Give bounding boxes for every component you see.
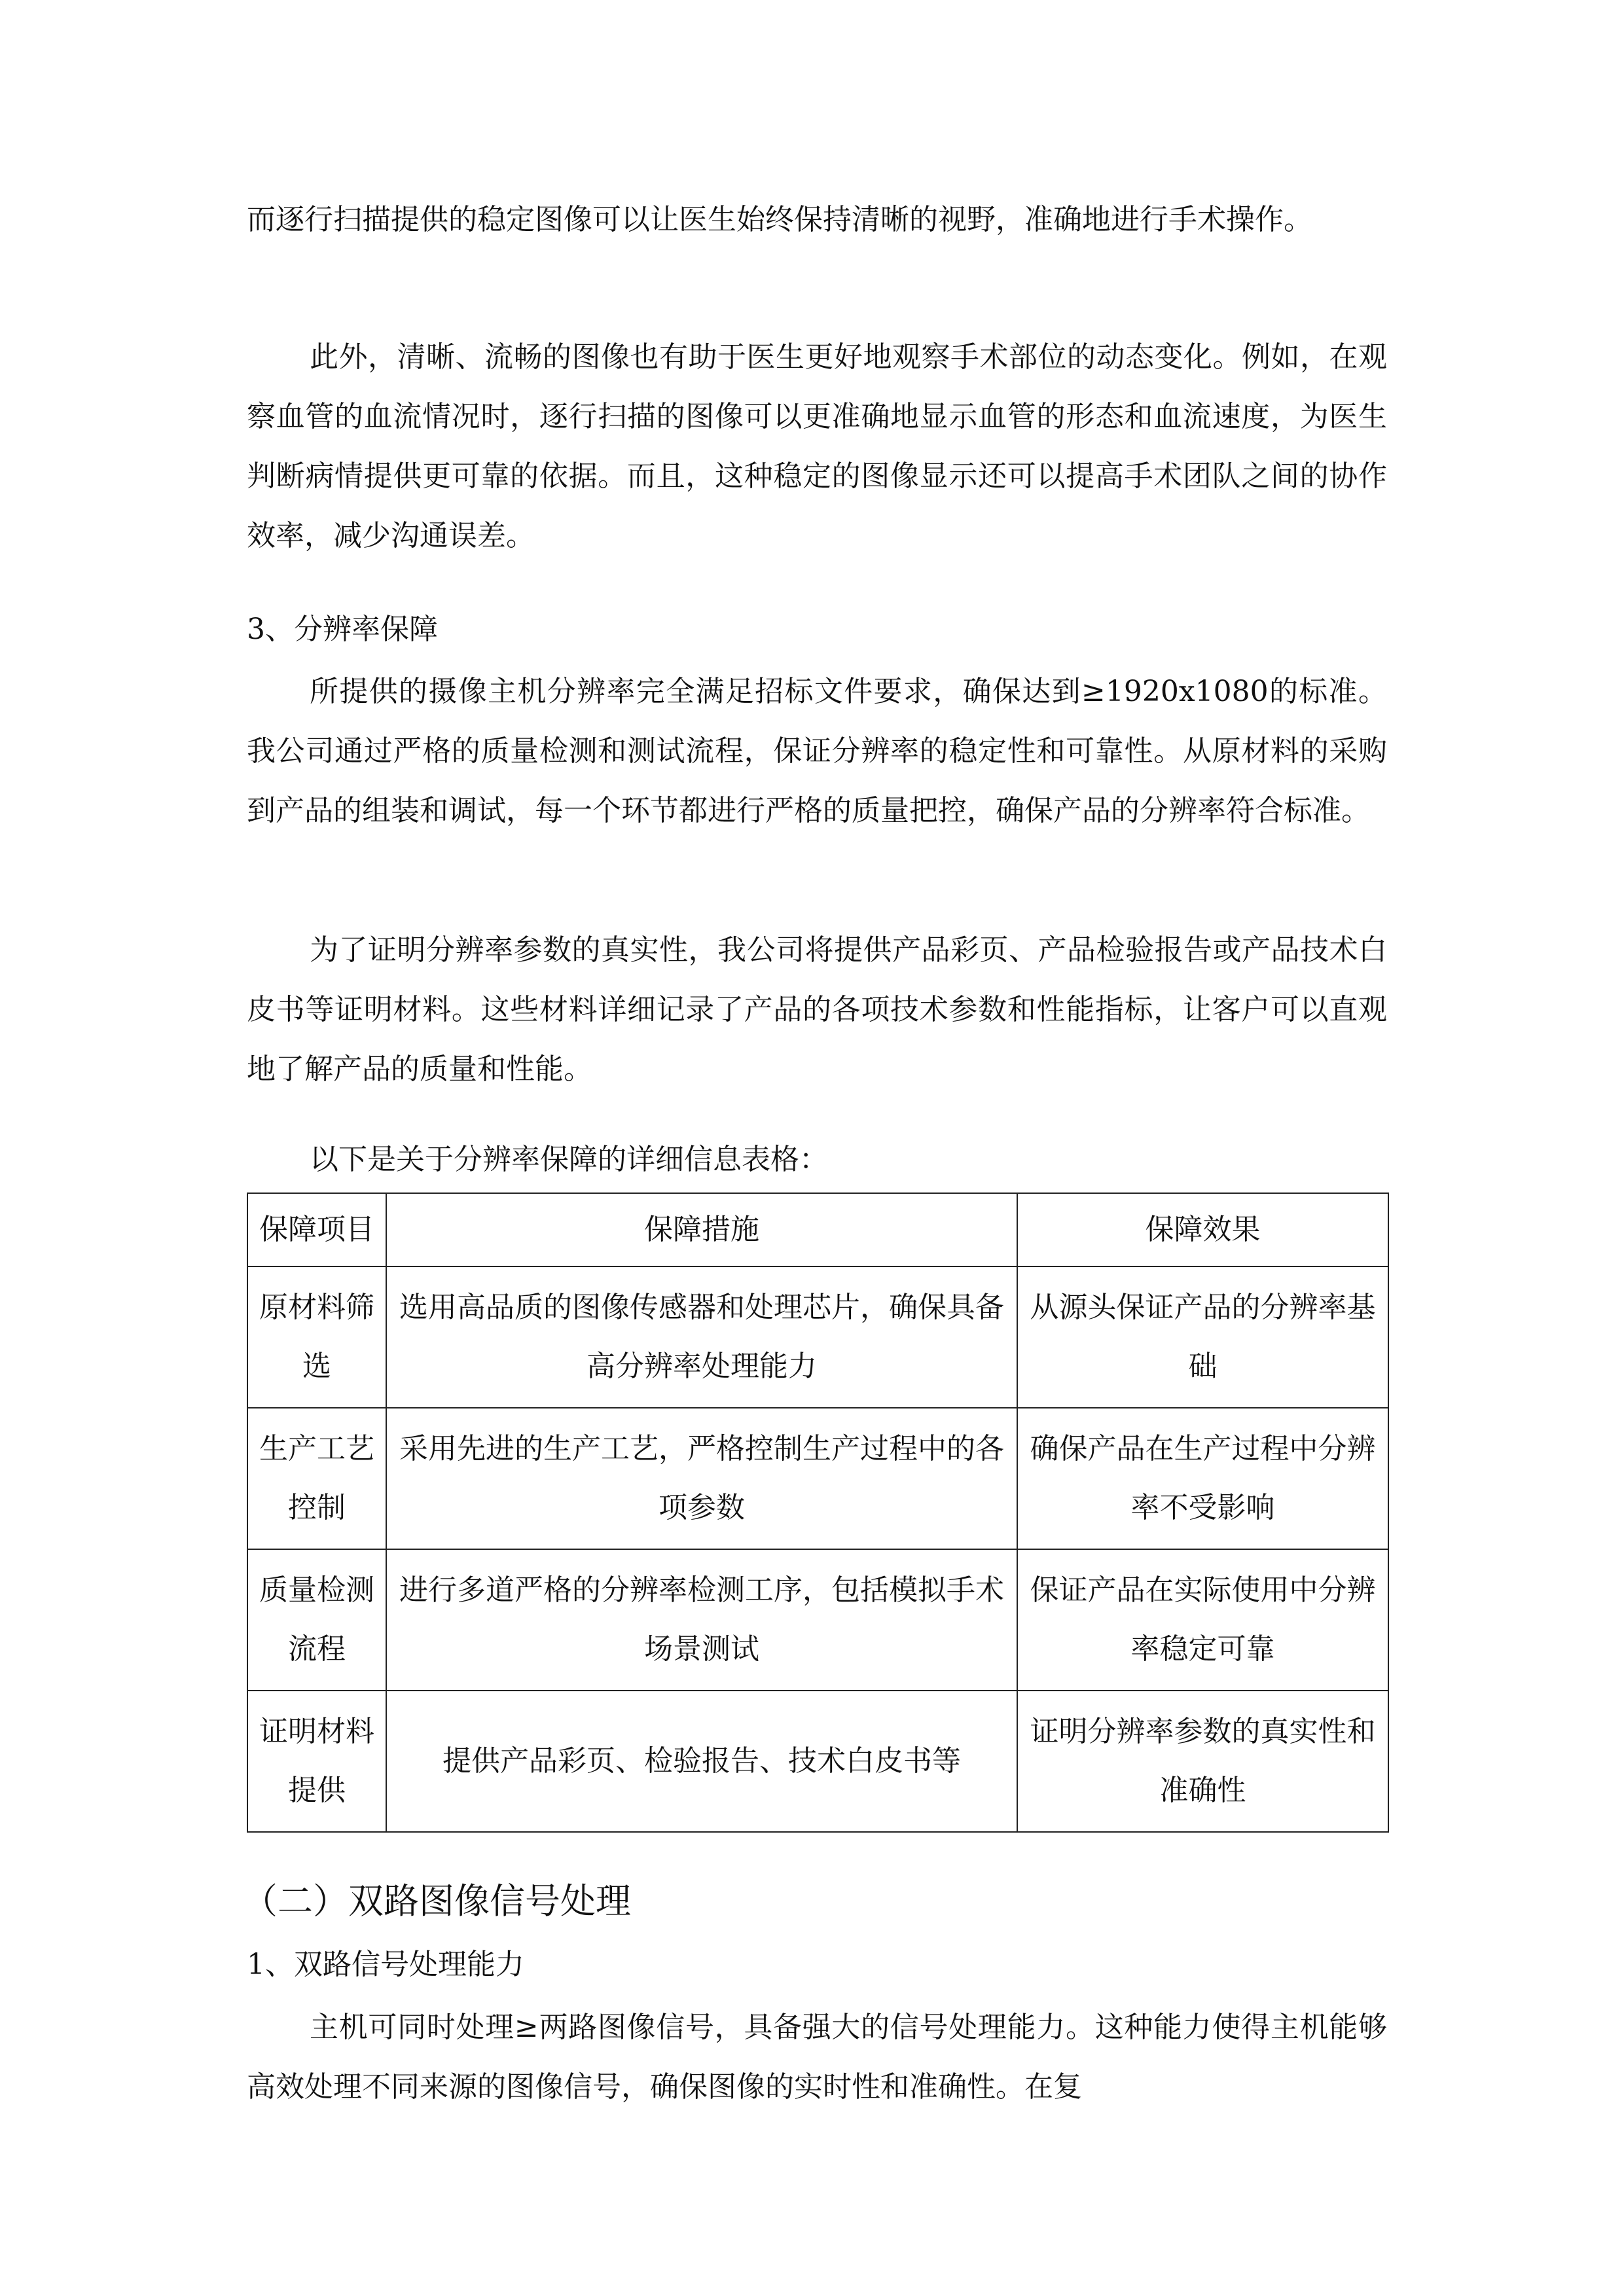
cell-effect: 确保产品在生产过程中分辨率不受影响: [1017, 1408, 1388, 1549]
heading-resolution-guarantee: 3、分辨率保障: [247, 613, 438, 646]
section-heading-dual-signal: （二）双路图像信号处理: [242, 1880, 631, 1922]
cell-item: 质量检测流程: [247, 1549, 386, 1691]
cell-measures: 进行多道严格的分辨率检测工序，包括模拟手术场景测试: [386, 1549, 1017, 1691]
cell-effect: 从源头保证产品的分辨率基础: [1017, 1266, 1388, 1408]
cell-item: 证明材料提供: [247, 1691, 386, 1832]
paragraph-table-intro: 以下是关于分辨率保障的详细信息表格：: [310, 1143, 828, 1176]
cell-effect: 证明分辨率参数的真实性和准确性: [1017, 1691, 1388, 1832]
table-header-row: [247, 1193, 1388, 1266]
paragraph-resolution-standard: 所提供的摄像主机分辨率完全满足招标文件要求，确保达到≥1920x1080的标准。我公司通过严格的质量检测和测试流程，保证分辨率的稳定性和可靠性。从原材料的采购到产品的组装和调试，每一个环节都进行严格的质量把控，确保产品的分辨率符合标准。: [247, 675, 1387, 827]
header-measures: 保障措施: [386, 1193, 1017, 1266]
paragraph-proof-materials: 为了证明分辨率参数的真实性，我公司将提供产品彩页、产品检验报告或产品技术白皮书等证明材料。这些材料详细记录了产品的各项技术参数和性能指标，让客户可以直观地了解产品的质量和性能。: [247, 933, 1387, 1086]
paragraph-progressive-scan: 而逐行扫描提供的稳定图像可以让医生始终保持清晰的视野，准确地进行手术操作。: [247, 203, 1312, 236]
table-row: [247, 1549, 1388, 1691]
paragraph-image-benefits: 此外，清晰、流畅的图像也有助于医生更好地观察手术部位的动态变化。例如，在观察血管的血流情况时，逐行扫描的图像可以更准确地显示血管的形态和血流速度，为医生判断病情提供更可靠的依据。而且，这种稳定的图像显示还可以提高手术团队之间的协作效率，减少沟通误差。: [247, 340, 1387, 552]
cell-effect: 保证产品在实际使用中分辨率稳定可靠: [1017, 1549, 1388, 1691]
header-item: 保障项目: [247, 1193, 386, 1266]
table-row: [247, 1408, 1388, 1549]
cell-item: 原材料筛选: [247, 1266, 386, 1408]
cell-measures: 选用高品质的图像传感器和处理芯片，确保具备高分辨率处理能力: [386, 1266, 1017, 1408]
cell-measures: 提供产品彩页、检验报告、技术白皮书等: [386, 1691, 1017, 1832]
resolution-guarantee-table: [247, 1193, 1389, 1833]
table-row: [247, 1266, 1388, 1408]
cell-item: 生产工艺控制: [247, 1408, 386, 1549]
header-effect: 保障效果: [1017, 1193, 1388, 1266]
table-row: [247, 1691, 1388, 1832]
heading-dual-signal-capability: 1、双路信号处理能力: [247, 1948, 524, 1981]
paragraph-dual-signal: 主机可同时处理≥两路图像信号，具备强大的信号处理能力。这种能力使得主机能够高效处理不同来源的图像信号，确保图像的实时性和准确性。在复: [247, 2011, 1387, 2104]
cell-measures: 采用先进的生产工艺，严格控制生产过程中的各项参数: [386, 1408, 1017, 1549]
